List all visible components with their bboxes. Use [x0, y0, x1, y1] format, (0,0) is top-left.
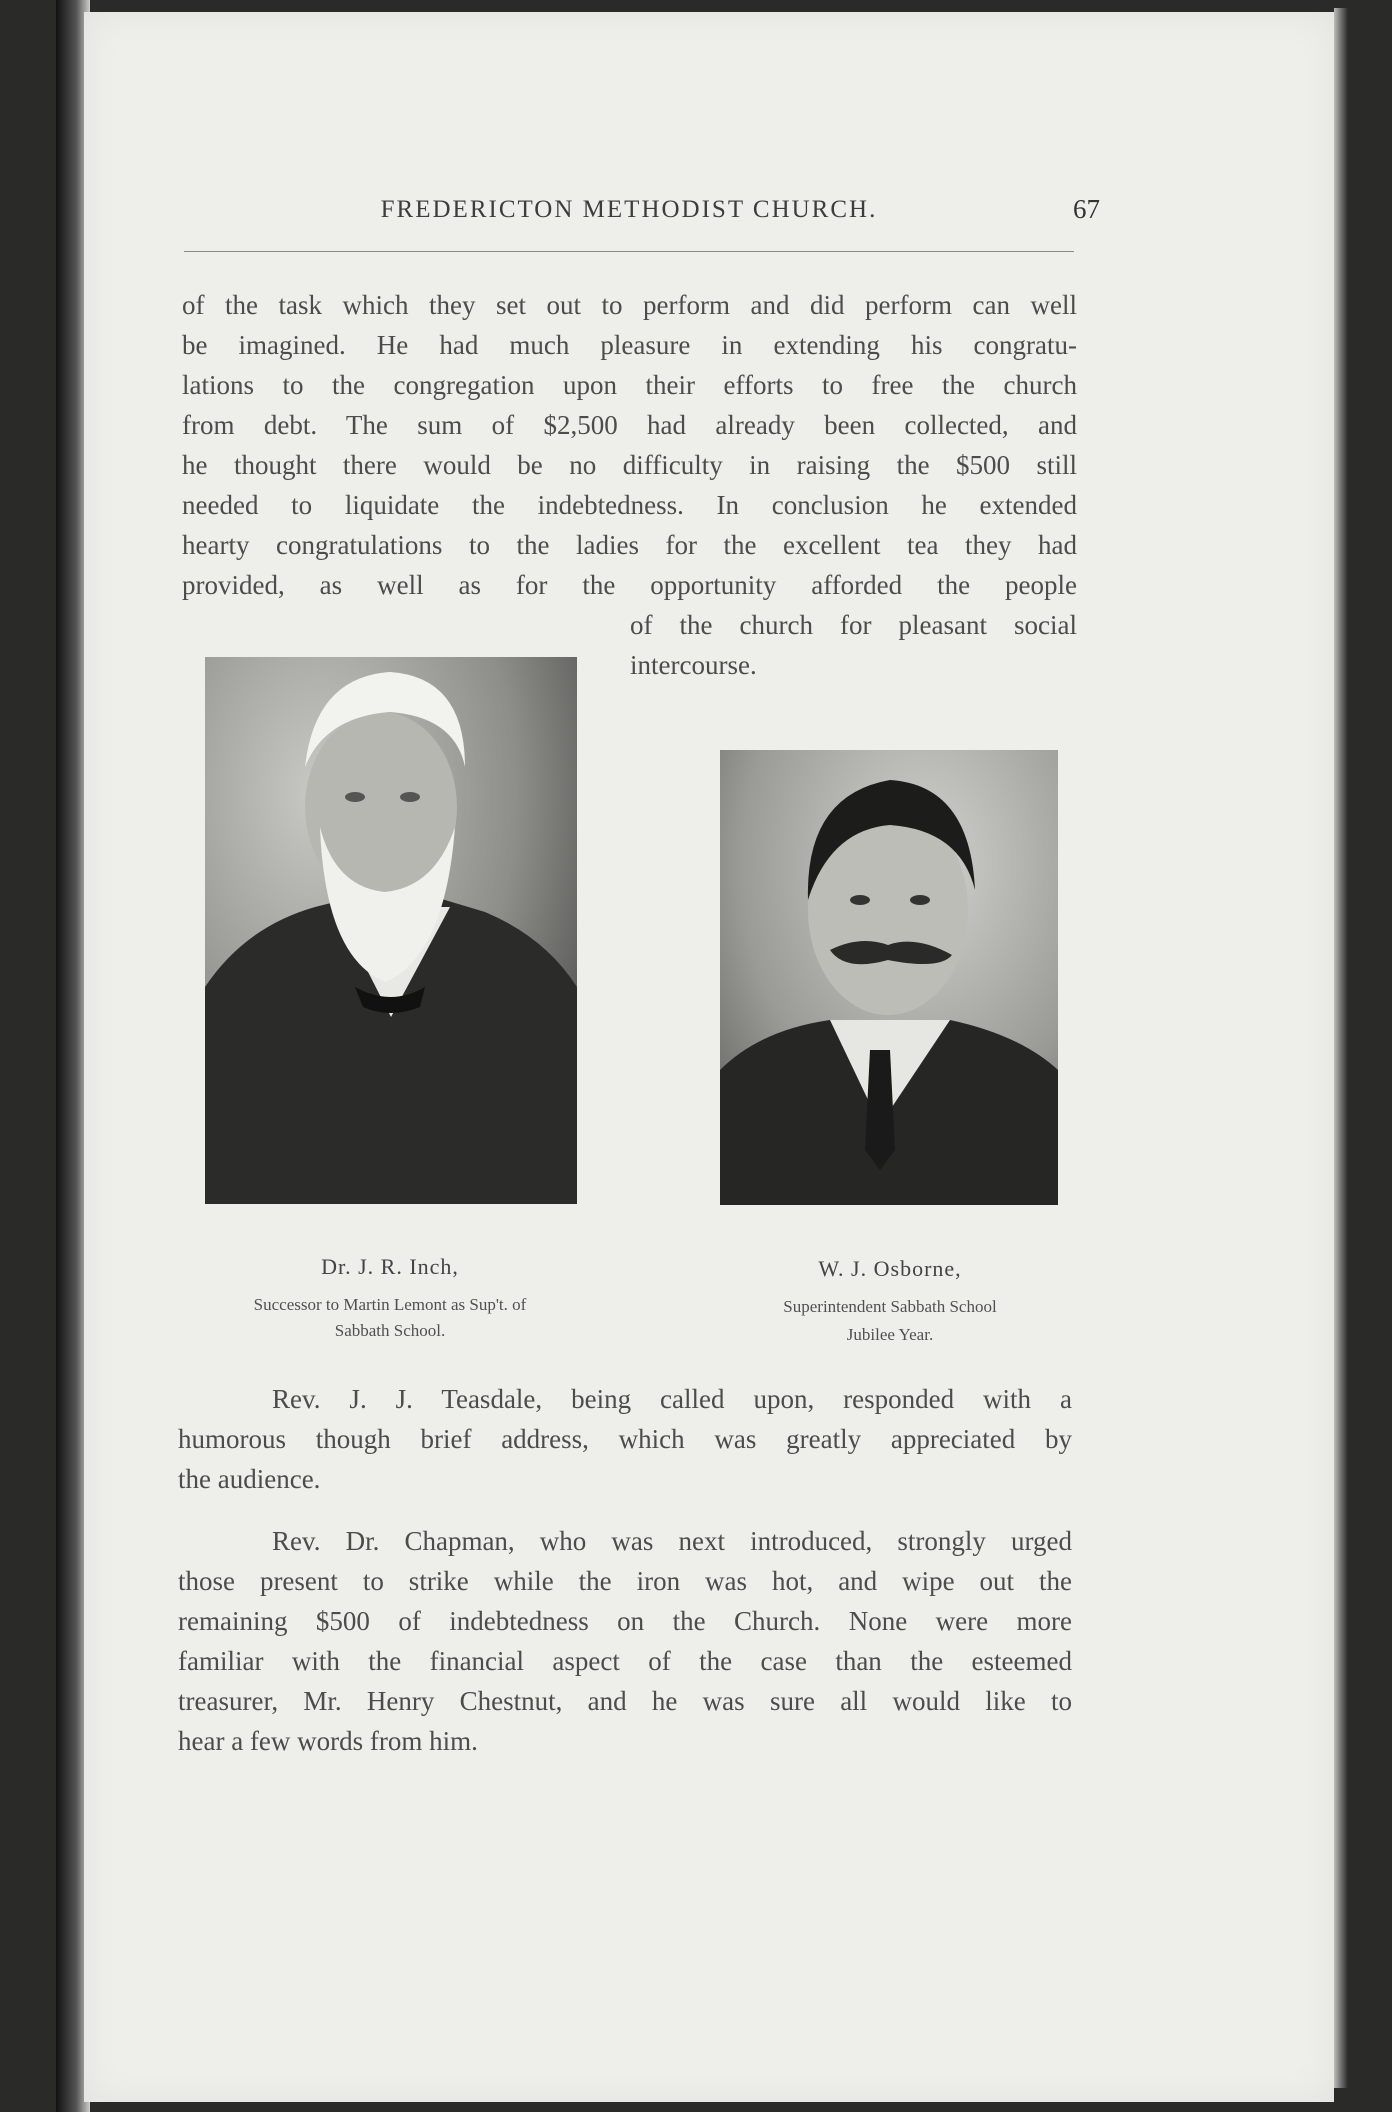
text-line: treasurer, Mr. Henry Chestnut, and he was sure all would like to	[178, 1686, 1072, 1716]
text-line: hear a few words from him.	[178, 1726, 478, 1756]
caption-subtitle-inch-line1: Successor to Martin Lemont as Sup't. of	[253, 1295, 527, 1314]
portrait-photo-inch	[205, 657, 577, 1204]
text-line: lations to the congregation upon their efforts to free the church	[182, 370, 1077, 400]
header-rule	[184, 251, 1074, 252]
text-line: needed to liquidate the indebtedness. In conclusion he extended	[182, 490, 1077, 520]
text-line: the audience.	[178, 1464, 321, 1494]
running-head: FREDERICTON METHODIST CHURCH.	[380, 196, 878, 223]
text-line: of the task which they set out to perform and did perform can well	[182, 290, 1077, 320]
text-line: intercourse.	[630, 650, 757, 680]
text-line: of the church for pleasant social	[630, 610, 1077, 640]
text-line: from debt. The sum of $2,500 had already been collected, and	[182, 410, 1077, 440]
portrait-inch-illustration	[205, 657, 577, 1204]
text-line: hearty congratulations to the ladies for the excellent tea they had	[182, 530, 1077, 560]
text-line: provided, as well as for the opportunity afforded the people	[182, 570, 1077, 600]
page-number: 67	[1073, 194, 1100, 224]
text-line: be imagined. He had much pleasure in extending his congratu-	[182, 330, 1077, 360]
text-line: Rev. Dr. Chapman, who was next introduced, strongly urged	[272, 1526, 1072, 1556]
caption-name-inch: Dr. J. R. Inch,	[321, 1254, 459, 1279]
text-line: those present to strike while the iron was hot, and wipe out the	[178, 1566, 1072, 1596]
text-line: familiar with the financial aspect of the case than the esteemed	[178, 1646, 1072, 1676]
caption-subtitle-osborne-line2: Jubilee Year.	[846, 1325, 934, 1344]
text-line: he thought there would be no difficulty in raising the $500 still	[182, 450, 1077, 480]
text-line: Rev. J. J. Teasdale, being called upon, responded with a	[272, 1384, 1072, 1414]
caption-subtitle-inch-line2: Sabbath School.	[334, 1321, 446, 1340]
caption-subtitle-osborne-line1: Superintendent Sabbath School	[783, 1297, 997, 1316]
text-line: humorous though brief address, which was greatly appreciated by	[178, 1424, 1072, 1454]
caption-name-osborne: W. J. Osborne,	[818, 1256, 962, 1281]
page-edge	[1334, 8, 1348, 2088]
text-line: remaining $500 of indebtedness on the Church. None were more	[178, 1606, 1072, 1636]
portrait-photo-osborne	[720, 750, 1058, 1205]
portrait-osborne-illustration	[720, 750, 1058, 1205]
